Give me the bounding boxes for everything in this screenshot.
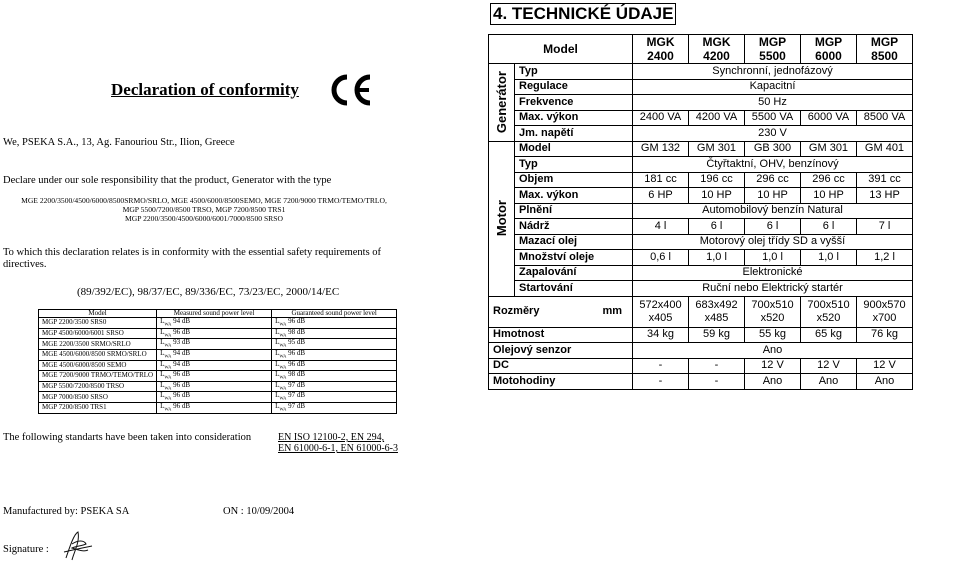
row-value: Ano (745, 374, 801, 390)
row-value: 12 V (801, 358, 857, 374)
column-header: Guaranteed sound power level (272, 310, 397, 318)
row-value: 1,2 l (857, 250, 913, 266)
conformity-line: To which this declaration relates is in conformity with the essential safety requirements of directives. (3, 247, 382, 270)
row-label: Hmotnost (489, 327, 633, 343)
model-cell: MGE 4500/6000/8500 SEMO (39, 360, 157, 371)
level-symbol: L (275, 338, 280, 347)
row-value: 8500 VA (857, 110, 913, 126)
table-row (489, 265, 913, 281)
table-row (489, 234, 913, 250)
row-label: Zapalování (515, 265, 633, 281)
row-value: 10 HP (801, 188, 857, 204)
level-value: 94 dB (171, 359, 191, 368)
group-label-cell (489, 64, 515, 142)
row-label: Model (515, 141, 633, 157)
level-subscript: WA (164, 332, 172, 338)
dimension-line: x485 (704, 311, 729, 324)
table-row (489, 250, 913, 266)
row-value: Ano (633, 343, 913, 359)
responsibility-line: Declare under our sole responsibility that the product, Generator with the type (3, 175, 332, 186)
row-value: Ano (801, 374, 857, 390)
level-value: 96 dB (171, 370, 191, 379)
table-row (489, 343, 913, 359)
level-symbol: L (275, 391, 280, 400)
row-value: 6 l (745, 219, 801, 235)
sound-power-table (38, 309, 397, 414)
level-value: 96 dB (171, 380, 191, 389)
declaration-document (0, 0, 470, 570)
model-header (745, 35, 801, 64)
model-header (857, 35, 913, 64)
level-subscript: WA (164, 321, 172, 327)
row-value (633, 296, 689, 327)
signature-scribble (60, 528, 94, 564)
row-label: Jm. napětí (515, 126, 633, 142)
row-value: 1,0 l (689, 250, 745, 266)
guaranteed-level-cell (272, 381, 397, 392)
model-number: 8500 (871, 49, 898, 63)
column-header: Model (39, 310, 157, 318)
table-row (39, 349, 397, 360)
column-header: Measured sound power level (157, 310, 272, 318)
table-row (489, 281, 913, 297)
dimension-line: x520 (816, 311, 841, 324)
table-row (39, 381, 397, 392)
level-symbol: L (275, 348, 280, 357)
row-value: 4 l (633, 219, 689, 235)
guaranteed-level-cell (272, 339, 397, 350)
row-value: 13 HP (857, 188, 913, 204)
table-row (489, 188, 913, 204)
table-row (489, 126, 913, 142)
dimension-line: 700x510 (751, 298, 794, 311)
level-value: 94 dB (171, 348, 191, 357)
table-row (39, 318, 397, 329)
level-subscript: WA (279, 363, 287, 369)
table-row (489, 157, 913, 173)
guaranteed-level-cell (272, 402, 397, 413)
row-label: Max. výkon (515, 110, 633, 126)
row-value: 76 kg (857, 327, 913, 343)
model-header (689, 35, 745, 64)
model-cell: MGE 2200/3500 SRMO/SRLO (39, 339, 157, 350)
row-label: Motohodiny (489, 374, 633, 390)
row-value: 59 kg (689, 327, 745, 343)
model-header (633, 35, 689, 64)
level-subscript: WA (279, 342, 287, 348)
model-number: 2400 (647, 49, 674, 63)
row-value: Kapacitní (633, 79, 913, 95)
row-value: 7 l (857, 219, 913, 235)
level-subscript: WA (164, 342, 172, 348)
level-symbol: L (160, 391, 165, 400)
level-subscript: WA (279, 332, 287, 338)
row-label: Typ (515, 157, 633, 173)
level-value: 97 dB (286, 380, 306, 389)
table-header-row (39, 310, 397, 318)
table-row (489, 327, 913, 343)
row-value (857, 296, 913, 327)
level-subscript: WA (279, 374, 287, 380)
declaration-title: Declaration of conformity (111, 80, 299, 99)
group-label-cell (489, 141, 515, 296)
model-number: 5500 (759, 49, 786, 63)
model-line: MGP 5500/7200/8500 TRSO, MGP 7200/8500 TRS1 (122, 205, 286, 214)
level-symbol: L (275, 401, 280, 410)
row-value: 12 V (745, 358, 801, 374)
level-subscript: WA (279, 353, 287, 359)
table-row (489, 219, 913, 235)
row-label: Plnění (515, 203, 633, 219)
row-label: Olejový senzor (489, 343, 633, 359)
table-row (489, 110, 913, 126)
guaranteed-level-cell (272, 371, 397, 382)
guaranteed-level-cell (272, 392, 397, 403)
row-value: GB 300 (745, 141, 801, 157)
level-subscript: WA (279, 395, 287, 401)
level-value: 96 dB (286, 359, 306, 368)
row-value: 65 kg (801, 327, 857, 343)
row-label (489, 296, 633, 327)
level-value: 96 dB (286, 348, 306, 357)
group-label: Motor (494, 200, 509, 237)
row-value: 6000 VA (801, 110, 857, 126)
dimensions-label (493, 305, 630, 318)
row-value: 55 kg (745, 327, 801, 343)
level-symbol: L (160, 327, 165, 336)
model-line: MGE 2200/3500/4500/6000/8500SRMO/SRLO, MGE 4500/6000/8500SEMO, MGE 7200/9000 TRMO/TEMO/TRLO, (21, 196, 387, 205)
table-row (489, 79, 913, 95)
row-value: 1,0 l (745, 250, 801, 266)
technical-data-table (488, 34, 913, 390)
model-list (5, 196, 403, 223)
guaranteed-level-cell (272, 328, 397, 339)
row-label: DC (489, 358, 633, 374)
standard-item: EN ISO 12100-2, EN 294, (278, 432, 385, 443)
row-label: Mazací olej (515, 234, 633, 250)
table-row (39, 392, 397, 403)
row-value: Automobilový benzín Natural (633, 203, 913, 219)
row-value: 6 HP (633, 188, 689, 204)
row-value (745, 296, 801, 327)
model-series: MGP (814, 35, 843, 49)
section-title: 4. TECHNICKÉ ÚDAJE (490, 3, 676, 25)
row-value: 391 cc (857, 172, 913, 188)
model-header (801, 35, 857, 64)
row-value: 10 HP (745, 188, 801, 204)
level-value: 97 dB (286, 401, 306, 410)
ce-mark-icon (328, 72, 372, 108)
level-symbol: L (160, 359, 165, 368)
row-label: Množství oleje (515, 250, 633, 266)
table-row (39, 339, 397, 350)
measured-level-cell (157, 381, 272, 392)
measured-level-cell (157, 328, 272, 339)
row-value: Ruční nebo Elektrický startér (633, 281, 913, 297)
row-value: 1,0 l (801, 250, 857, 266)
standards-list (278, 432, 398, 454)
model-header-label: Model (489, 35, 633, 64)
measured-level-cell (157, 318, 272, 329)
row-value: Motorový olej třídy SD a vyšší (633, 234, 913, 250)
level-subscript: WA (279, 321, 287, 327)
row-value: 2400 VA (633, 110, 689, 126)
signature-label: Signature : (3, 544, 49, 555)
row-value: GM 401 (857, 141, 913, 157)
level-value: 96 dB (171, 391, 191, 400)
row-label: Startování (515, 281, 633, 297)
row-value: 12 V (857, 358, 913, 374)
row-value: 181 cc (633, 172, 689, 188)
model-series: MGK (646, 35, 675, 49)
level-subscript: WA (164, 363, 172, 369)
model-cell: MGP 7200/8500 TRS1 (39, 402, 157, 413)
level-symbol: L (160, 370, 165, 379)
measured-level-cell (157, 402, 272, 413)
row-label: Typ (515, 64, 633, 80)
level-value: 96 dB (286, 317, 306, 326)
row-value: Ano (857, 374, 913, 390)
table-row (489, 203, 913, 219)
row-value: 6 l (689, 219, 745, 235)
level-value: 98 dB (286, 327, 306, 336)
row-value: Synchronní, jednofázový (633, 64, 913, 80)
measured-level-cell (157, 371, 272, 382)
manufacturer-line: We, PSEKA S.A., 13, Ag. Fanouriou Str., Ilion, Greece (3, 137, 235, 148)
row-value: 230 V (633, 126, 913, 142)
table-row (489, 374, 913, 390)
model-cell: MGP 5500/7200/8500 TRSO (39, 381, 157, 392)
level-symbol: L (275, 327, 280, 336)
row-label: Nádrž (515, 219, 633, 235)
dimension-line: 683x492 (695, 298, 738, 311)
guaranteed-level-cell (272, 349, 397, 360)
row-value (689, 296, 745, 327)
standard-item: EN 61000-6-1, EN 61000-6-3 (278, 443, 398, 454)
level-value: 95 dB (286, 338, 306, 347)
level-symbol: L (275, 380, 280, 389)
model-cell: MGP 4500/6000/6001 SRSO (39, 328, 157, 339)
model-series: MGP (870, 35, 899, 49)
level-symbol: L (160, 338, 165, 347)
declaration-date: ON : 10/09/2004 (223, 506, 295, 517)
table-row (489, 141, 913, 157)
model-series: MGK (702, 35, 731, 49)
dimensions-name: Rozměry (493, 305, 540, 317)
row-value: - (633, 358, 689, 374)
row-value: 296 cc (801, 172, 857, 188)
level-symbol: L (160, 348, 165, 357)
row-value: - (689, 374, 745, 390)
measured-level-cell (157, 349, 272, 360)
row-label: Max. výkon (515, 188, 633, 204)
table-row (489, 358, 913, 374)
row-value: 50 Hz (633, 95, 913, 111)
level-subscript: WA (279, 406, 287, 412)
row-value: Elektronické (633, 265, 913, 281)
dimension-line: 900x570 (863, 298, 906, 311)
model-number: 6000 (815, 49, 842, 63)
measured-level-cell (157, 392, 272, 403)
level-subscript: WA (279, 385, 287, 391)
directives-list: (89/392/EC), 98/37/EC, 89/336/EC, 73/23/EC, 2000/14/EC (77, 286, 340, 298)
level-value: 94 dB (171, 317, 191, 326)
table-row (489, 172, 913, 188)
level-value: 97 dB (286, 391, 306, 400)
manufactured-by: Manufactured by: PSEKA SA (3, 506, 130, 517)
level-subscript: WA (164, 353, 172, 359)
measured-level-cell (157, 360, 272, 371)
level-value: 96 dB (171, 401, 191, 410)
standards-line: The following standarts have been taken into consideration (3, 432, 252, 443)
level-value: 96 dB (171, 327, 191, 336)
row-value: - (689, 358, 745, 374)
guaranteed-level-cell (272, 360, 397, 371)
level-symbol: L (275, 317, 280, 326)
model-header-row (489, 35, 913, 64)
row-value: 34 kg (633, 327, 689, 343)
table-row (39, 360, 397, 371)
row-value: 10 HP (689, 188, 745, 204)
dimension-line: x700 (872, 311, 897, 324)
row-label: Regulace (515, 79, 633, 95)
row-value: GM 301 (801, 141, 857, 157)
row-value: GM 301 (689, 141, 745, 157)
table-row (39, 371, 397, 382)
row-value: 5500 VA (745, 110, 801, 126)
level-symbol: L (160, 401, 165, 410)
model-cell: MGE 4500/6000/8500 SRMO/SRLO (39, 349, 157, 360)
level-value: 98 dB (286, 370, 306, 379)
measured-level-cell (157, 339, 272, 350)
level-subscript: WA (164, 385, 172, 391)
level-subscript: WA (164, 406, 172, 412)
level-symbol: L (275, 359, 280, 368)
level-symbol: L (160, 380, 165, 389)
level-value: 93 dB (171, 338, 191, 347)
dimensions-unit: mm (602, 305, 622, 317)
row-value: 4200 VA (689, 110, 745, 126)
table-row (39, 328, 397, 339)
row-value (801, 296, 857, 327)
dimension-line: x405 (648, 311, 673, 324)
model-cell: MGP 2200/3500 SRS0 (39, 318, 157, 329)
row-value: Čtyřtaktní, OHV, benzínový (633, 157, 913, 173)
model-cell: MGP 7000/8500 SRSO (39, 392, 157, 403)
row-value: 0,6 l (633, 250, 689, 266)
level-symbol: L (160, 317, 165, 326)
level-subscript: WA (164, 395, 172, 401)
guaranteed-level-cell (272, 318, 397, 329)
dimension-line: 700x510 (807, 298, 850, 311)
table-row (489, 64, 913, 80)
row-label: Objem (515, 172, 633, 188)
model-line: MGP 2200/3500/4500/6000/6001/7000/8500 SRSO (125, 214, 283, 223)
group-label: Generátor (494, 71, 509, 134)
table-row (489, 95, 913, 111)
row-value: - (633, 374, 689, 390)
table-row (39, 402, 397, 413)
row-label: Frekvence (515, 95, 633, 111)
row-value: GM 132 (633, 141, 689, 157)
row-value: 6 l (801, 219, 857, 235)
row-value: 196 cc (689, 172, 745, 188)
model-number: 4200 (703, 49, 730, 63)
level-subscript: WA (164, 374, 172, 380)
level-symbol: L (275, 370, 280, 379)
row-value: 296 cc (745, 172, 801, 188)
model-series: MGP (758, 35, 787, 49)
model-cell: MGE 7200/9000 TRMO/TEMO/TRLO (39, 371, 157, 382)
dimension-line: 572x400 (639, 298, 682, 311)
dimension-line: x520 (760, 311, 785, 324)
dimensions-row (489, 296, 913, 327)
